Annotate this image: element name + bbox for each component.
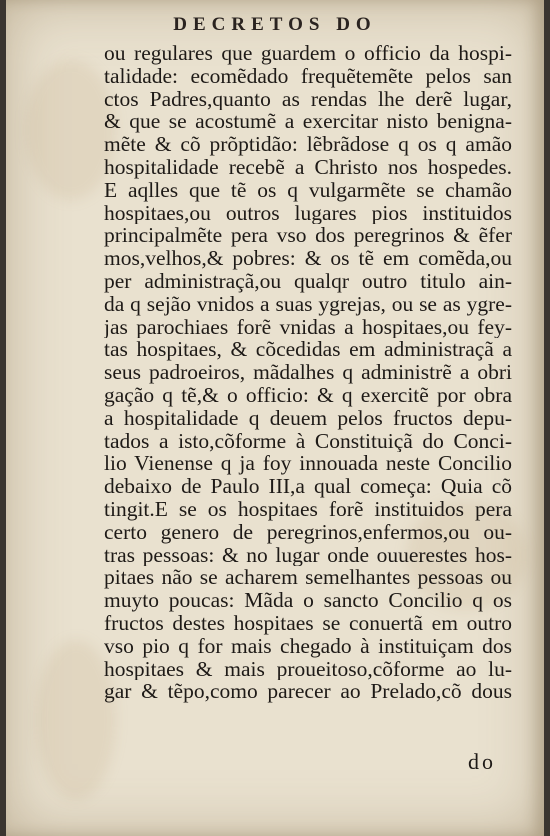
body-text (104, 42, 512, 703)
text-line: principalmẽte pera vso dos peregrinos & ẽfer (104, 224, 512, 248)
text-line: tados a isto,cõforme à Constituiçã do Conci- (104, 429, 512, 453)
text-line: & que se acostumẽ a exercitar nisto benigna- (104, 110, 512, 134)
text-line: seus padroeiros, mãdalhes q administrẽ a obri (104, 361, 512, 384)
text-line: hospitaes,ou outros lugares pios instituidos (104, 201, 512, 225)
text-line: da q sejão vnidos a suas ygrejas, ou se as ygre- (104, 292, 512, 316)
text-line: mẽte & cõ prõptidão: lẽbrãdose q os q amão (104, 133, 512, 156)
text-line: hospitalidade recebẽ a Christo nos hospedes. (104, 155, 512, 179)
text-line: gar & tẽpo,como parecer ao Prelado,cõ dous (104, 680, 512, 704)
text-line: tas hospitaes, & cõcedidas em administraçã a (104, 338, 512, 362)
text-line: muyto poucas: Mãda o sancto Concilio q os (104, 589, 512, 612)
book-page (6, 0, 544, 836)
text-line: fructos destes hospitaes se conuertã em outro (104, 611, 512, 635)
text-line: ctos Padres,quanto as rendas lhe derẽ lugar, (104, 87, 512, 111)
text-line: gação q tẽ,& o officio: & q exercitẽ por obra (104, 383, 512, 407)
text-line: ou regulares que guardem o officio da hospi- (104, 42, 512, 65)
text-line: tingit.E se os hospitaes forẽ instituidos pera (104, 497, 512, 521)
running-head: DECRETOS DO (173, 14, 377, 35)
text-line: debaixo de Paulo III,a qual começa: Quia cõ (104, 475, 512, 498)
paper-stain (26, 60, 116, 200)
text-line: per administraçã,ou qualqr outro titulo ain- (104, 269, 512, 293)
text-line: tras pessoas: & no lugar onde ouuerestes hos- (104, 543, 512, 567)
text-line: E aqlles que tẽ os q vulgarmẽte se chamão (104, 178, 512, 202)
text-line: mos,velhos,& pobres: & os tẽ em comẽda,ou (104, 247, 512, 270)
text-line: jas parochiaes forẽ vnidas a hospitaes,ou fey- (104, 315, 512, 339)
text-line: a hospitalidade q deuem pelos fructos depu- (104, 406, 512, 430)
text-line: lio Vienense q ja foy innouada neste Concilio (104, 452, 512, 476)
text-line: vso pio q for mais chegado à instituiçam dos (104, 634, 512, 658)
text-line: pitaes não se acharem semelhantes pessoas ou (104, 566, 512, 590)
text-line: certo genero de peregrinos,enfermos,ou ou- (104, 520, 512, 544)
text-line: talidade: ecomẽdado frequẽtemẽte pelos san (104, 64, 512, 88)
catchword: do (468, 749, 496, 774)
text-line: hospitaes & mais proueitoso,cõforme ao lu- (104, 657, 512, 681)
